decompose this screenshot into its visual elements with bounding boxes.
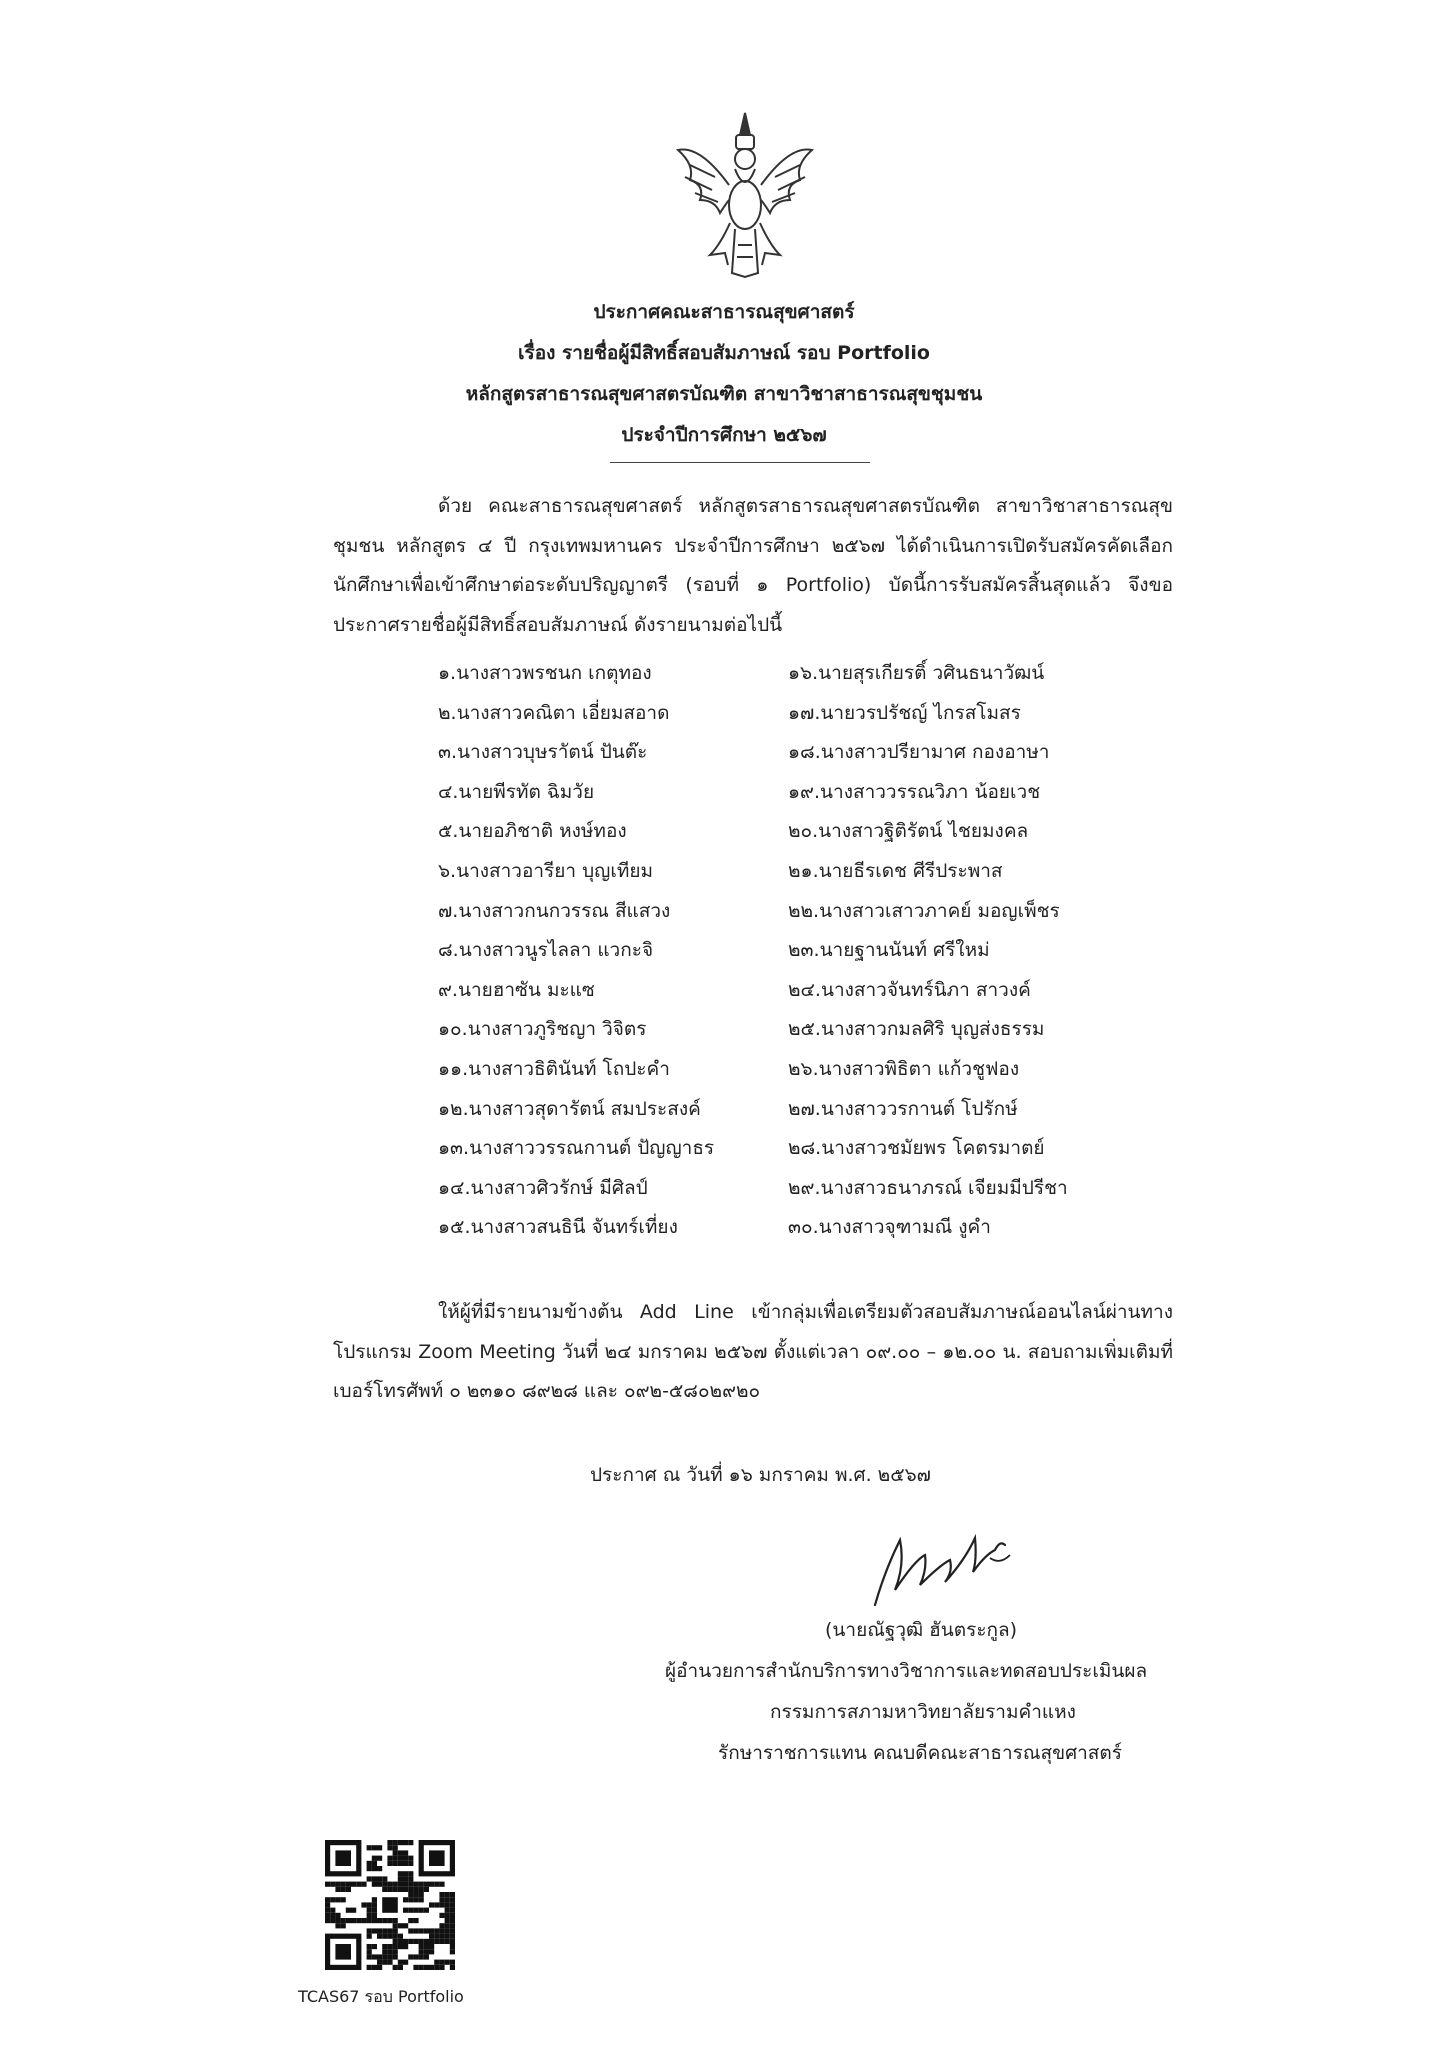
signer-title-2: กรรมการสภามหาวิทยาลัยรามคำแหง	[770, 1701, 1076, 1723]
header-line-4: ประจำปีการศึกษา ๒๕๖๗	[621, 424, 827, 446]
list-item-number: ๒๗.	[788, 1097, 821, 1120]
list-item	[788, 1054, 1019, 1084]
list-item-name: นางสาวธนาภรณ์ เจียมมีปรีชา	[820, 1176, 1068, 1199]
list-item-number: ๑๐.	[438, 1018, 468, 1041]
list-item-name: นางสาวฐิติรัตน์ ไชยมงคล	[818, 820, 1029, 843]
list-item-name: นางสาวภูริชญา วิจิตร	[467, 1018, 647, 1041]
intro-text: ด้วย คณะสาธารณสุขศาสตร์ หลักสูตรสาธารณสุขศาสตรบัณฑิต สาขาวิชาสาธารณสุขชุมชน หลักสูตร ๔ ปี กรุงเทพมหานคร ประจำปีการศึกษา ๒๕๖๗ ได้ดำเนินการเปิดรับสมัครคัดเลือกนักศึกษาเพื่อเข้าศึกษาต่อระดับปริญญาตรี (รอบที่ ๑ Portfolio) บัดนี้การรับสมัครสิ้นสุดแล้ว จึงขอประกาศรายชื่อผู้มีสิทธิ์สอบสัมภาษณ์ ดังรายนามต่อไปนี้	[333, 495, 1173, 636]
list-item-number: ๒๖.	[788, 1058, 819, 1080]
list-item-name: นางสาวอารียา บุญเทียม	[456, 860, 654, 882]
qr-code-icon	[325, 1840, 455, 1970]
list-item-name: นางสาวคณิตา เอี่ยมสอาด	[456, 701, 670, 724]
list-item-name: นางสาวธิตินันท์ โถปะคำ	[468, 1058, 670, 1080]
list-item	[788, 1173, 1068, 1203]
list-item	[788, 1133, 1045, 1163]
list-item-number: ๘.	[438, 939, 459, 962]
list-item	[788, 896, 1060, 926]
list-item-number: ๔.	[438, 780, 459, 803]
list-item	[788, 1014, 1044, 1044]
list-item-number: ๒๔.	[788, 978, 821, 1001]
handwritten-signature	[855, 1510, 1035, 1620]
list-item-name: นางสาววรรณกานต์ ปัญญาธร	[469, 1137, 715, 1160]
announce-date: ประกาศ ณ วันที่ ๑๖ มกราคม พ.ศ. ๒๕๖๗	[590, 1464, 931, 1486]
header-line-3: หลักสูตรสาธารณสุขศาสตรบัณฑิต สาขาวิชาสาธารณสุขชุมชน	[465, 383, 983, 405]
list-item-number: ๑๘.	[788, 741, 821, 764]
list-item	[438, 816, 627, 846]
signer-title-3: รักษาราชการแทน คณบดีคณะสาธารณสุขศาสตร์	[718, 1742, 1122, 1764]
list-item-name: นายวรปรัชญ์ ไกรสโมสร	[820, 701, 1021, 724]
list-item-name: นางสาวนูรไลลา แวกะจิ	[458, 939, 654, 962]
list-item-number: ๑.	[438, 662, 457, 684]
list-item	[788, 935, 990, 965]
list-item	[788, 975, 1031, 1005]
list-item-name: นายสุรเกียรติ์ วศินธนาวัฒน์	[818, 662, 1045, 684]
header-line-2: เรื่อง รายชื่อผู้มีสิทธิ์สอบสัมภาษณ์ รอบ Portfolio	[518, 342, 930, 364]
list-item-name: นางสาวชมัยพร โคตรมาตย์	[821, 1137, 1045, 1160]
header-line-1: ประกาศคณะสาธารณสุขศาสตร์	[593, 301, 855, 323]
list-item-name: นายพีรทัต ฉิมวัย	[458, 780, 595, 803]
intro-paragraph	[333, 487, 1173, 645]
list-item	[438, 1173, 648, 1203]
list-item-number: ๙.	[438, 978, 458, 1001]
list-item-number: ๒๑.	[788, 860, 819, 882]
list-item-name: นางสาวจันทร์นิภา สาวงค์	[820, 978, 1031, 1001]
list-item	[438, 777, 594, 807]
list-item	[438, 856, 653, 886]
list-item-number: ๑๕.	[438, 1216, 471, 1239]
list-item-name: นางสาวกมลศิริ บุญส่งธรรม	[820, 1018, 1045, 1041]
list-item	[438, 896, 670, 926]
list-item	[788, 1094, 1018, 1124]
list-item-number: ๕.	[438, 820, 459, 843]
list-item-name: นางสาวเสาวภาคย์ มอญเพ็ชร	[819, 899, 1060, 922]
list-item	[438, 698, 669, 728]
list-item	[788, 816, 1028, 846]
list-item-number: ๑๙.	[788, 780, 821, 803]
list-item	[788, 658, 1044, 688]
list-item	[438, 1133, 714, 1163]
list-item-number: ๑๖.	[788, 662, 819, 684]
garuda-emblem-icon	[670, 105, 820, 280]
footer-label: TCAS67 รอบ Portfolio	[298, 1987, 464, 2006]
list-item-number: ๒.	[438, 701, 457, 724]
list-item	[788, 737, 1049, 767]
list-item-number: ๑๗.	[788, 701, 821, 724]
list-item-number: ๓.	[438, 741, 458, 764]
list-item-number: ๒๐.	[788, 820, 819, 843]
list-item-name: นางสาววรรณวิภา น้อยเวช	[820, 780, 1041, 803]
list-item-name: นางสาวพรชนก เกตุทอง	[456, 662, 652, 684]
header-divider	[610, 462, 870, 463]
list-item	[438, 737, 647, 767]
list-item-name: นายฮาซัน มะแซ	[457, 978, 595, 1001]
list-item	[788, 698, 1021, 728]
list-item	[438, 658, 652, 688]
list-item-name: นายฐานนันท์ ศรีใหม่	[819, 939, 990, 962]
list-item-number: ๒๙.	[788, 1176, 821, 1199]
list-item	[438, 975, 595, 1005]
notice-text: ให้ผู้ที่มีรายนามข้างต้น Add Line เข้ากลุ่มเพื่อเตรียมตัวสอบสัมภาษณ์ออนไลน์ผ่านทางโปรแกรม Zoom Meeting วันที่ ๒๔ มกราคม ๒๕๖๗ ตั้งแต่เวลา ๐๙.๐๐ – ๑๒.๐๐ น. สอบถามเพิ่มเติมที่เบอร์โทรศัพท์ ๐ ๒๓๑๐ ๘๙๒๘ และ ๐๙๒-๕๘๐๒๙๒๐	[333, 1301, 1173, 1402]
list-item-name: นางสาวสุดารัตน์ สมประสงค์	[468, 1097, 701, 1120]
list-item	[438, 935, 653, 965]
list-item	[788, 777, 1040, 807]
list-item-name: นางสาวพิธิตา แก้วชูฟอง	[818, 1058, 1020, 1080]
list-item-number: ๒๕.	[788, 1018, 821, 1041]
list-item	[438, 1054, 670, 1084]
list-item-name: นายอภิชาติ หงษ์ทอง	[458, 820, 627, 843]
list-item-name: นางสาวศิวรักษ์ มีศิลป์	[470, 1176, 648, 1199]
list-item-number: ๒๘.	[788, 1137, 822, 1160]
notice-paragraph	[333, 1293, 1173, 1412]
list-item-number: ๑๑.	[438, 1058, 469, 1080]
list-item-number: ๑๓.	[438, 1137, 470, 1160]
list-item-number: ๑๒.	[438, 1097, 469, 1120]
list-item-number: ๑๔.	[438, 1176, 471, 1199]
list-item	[788, 856, 1003, 886]
signer-name: (นายณัฐวุฒิ ฮันตระกูล)	[825, 1619, 1018, 1641]
list-item	[788, 1212, 991, 1242]
list-item-number: ๒๓.	[788, 939, 820, 962]
list-item-name: นางสาวกนกวรรณ สีแสวง	[458, 899, 671, 922]
list-item	[438, 1094, 701, 1124]
list-item-number: ๓๐.	[788, 1216, 819, 1239]
signer-title-1: ผู้อำนวยการสำนักบริการทางวิชาการและทดสอบประเมินผล	[665, 1660, 1148, 1682]
list-item-name: นางสาวปรียามาศ กองอาษา	[820, 741, 1050, 764]
list-item-name: นางสาวบุษราัตน์ ปันต๊ะ	[457, 741, 648, 764]
list-item-number: ๒๒.	[788, 899, 820, 922]
list-item-name: นางสาวจุฑามณี งูคำ	[818, 1216, 991, 1239]
list-item-name: นางสาววรกานต์ โปรักษ์	[820, 1097, 1018, 1120]
list-item	[438, 1014, 646, 1044]
list-item-number: ๖.	[438, 860, 457, 882]
list-item-number: ๗.	[438, 899, 459, 922]
list-item-name: นายธีรเดช ศีรีประพาส	[818, 860, 1003, 882]
list-item	[438, 1212, 678, 1242]
list-item-name: นางสาวสนธินี จันทร์เที่ยง	[470, 1216, 678, 1239]
